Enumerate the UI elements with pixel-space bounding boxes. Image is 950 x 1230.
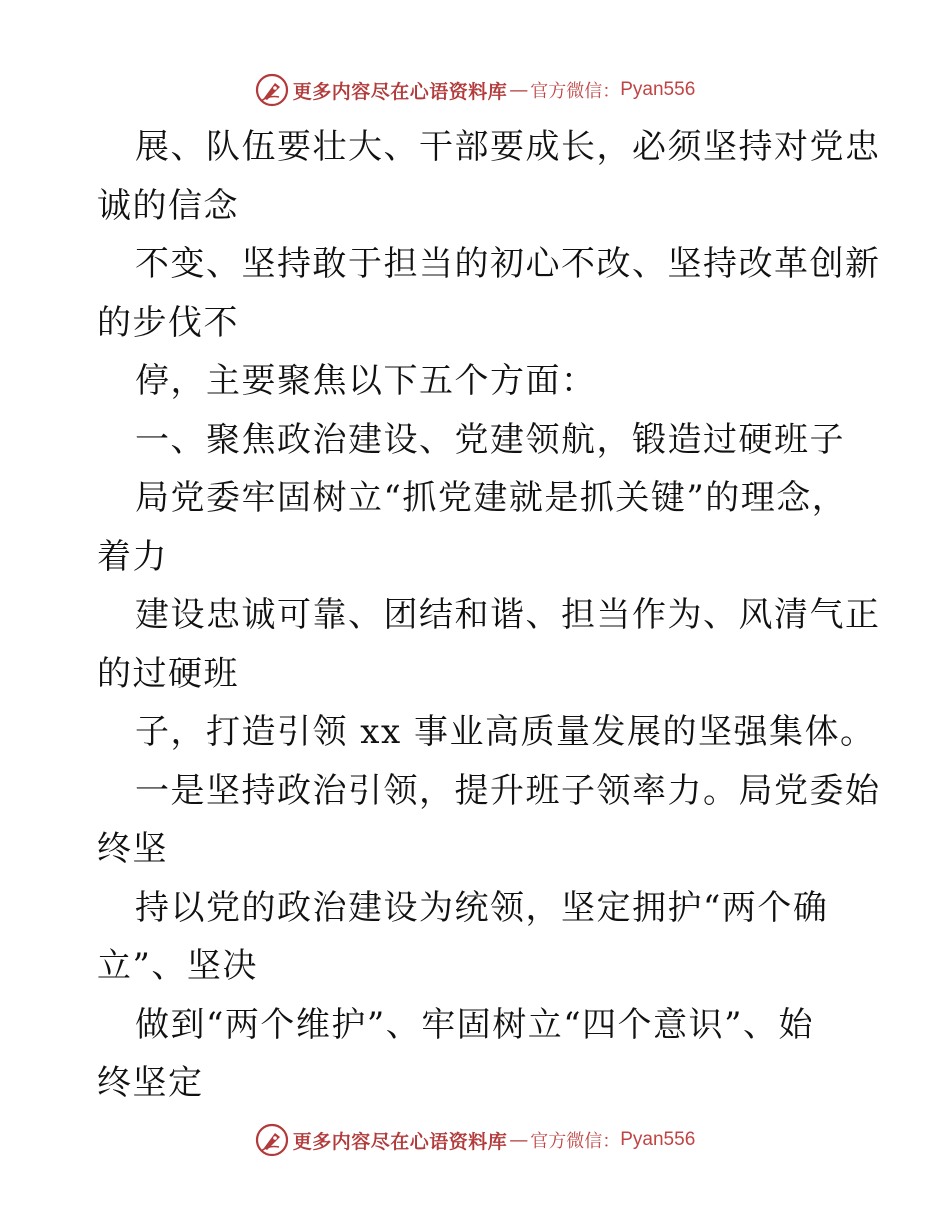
pen-nib-logo-icon (255, 1123, 289, 1157)
footer-wechat-label: 官方微信： (530, 1131, 621, 1152)
body-line: 终坚定 (97, 1063, 204, 1103)
body-line: 的过硬班 (97, 653, 239, 694)
body-line: 建设忠诚可靠、团结和谐、担当作为、风清气正 (135, 595, 881, 635)
body-line: 诚的信念 (97, 185, 239, 226)
body-line: 一是坚持政治引领，提升班子领率力。局党委始 (135, 770, 881, 811)
header-banner (0, 70, 950, 110)
body-line: 终坚 (97, 829, 168, 869)
body-line: 展、队伍要壮大、干部要成长，必须坚持对党忠 (135, 127, 881, 167)
body-line: 持以党的政治建设为统领，坚定拥护“两个确 (135, 887, 829, 928)
header-wechat-label: 官方微信： (530, 81, 621, 102)
body-line: 做到“两个维护”、牢固树立“四个意识”、始 (135, 1004, 815, 1045)
body-line: 子，打造引领 xx 事业高质量发展的坚强集体。 (135, 712, 876, 752)
pen-nib-logo-icon (255, 73, 289, 107)
footer-banner-dash: — (509, 1129, 529, 1151)
body-line: 立”、坚决 (97, 946, 258, 986)
section-heading: 一、聚焦政治建设、党建领航，锻造过硬班子 (135, 419, 845, 460)
footer-wechat-id: Pyan556 (620, 1129, 696, 1150)
body-line: 局党委牢固树立“抓党建就是抓关键”的理念， (135, 478, 848, 518)
body-line: 不变、坚持敢于担当的初心不改、坚持改革创新 (135, 244, 881, 284)
footer-banner-text: 更多内容尽在心语资料库 (292, 1130, 508, 1153)
document-body (97, 118, 881, 1113)
header-banner-text: 更多内容尽在心语资料库 (292, 80, 508, 103)
body-line: 的步伐不 (97, 302, 239, 343)
body-line: 着力 (97, 536, 168, 577)
header-wechat-id: Pyan556 (620, 79, 696, 100)
footer-banner (0, 1120, 950, 1160)
header-banner-dash: — (509, 79, 529, 101)
body-line: 停，主要聚焦以下五个方面： (135, 361, 597, 401)
